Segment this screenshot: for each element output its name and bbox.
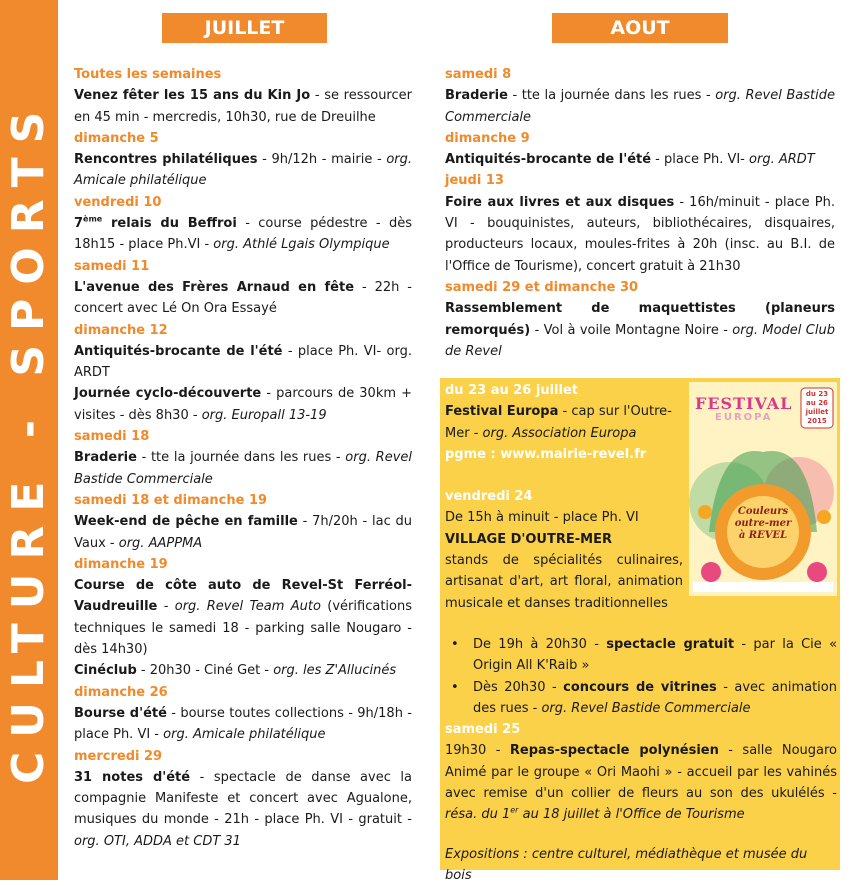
event-repas-polynesien: 19h30 - Repas-spectacle polynésien - salle Nougaro Animé par le groupe « Ori Maohi » - accueil par les vahinés avec remise d'un collier de fleurs au son des ukulélés - résa. du 1er au 18 juillet à l'Office de Tourisme	[445, 743, 837, 823]
expositions: Expositions : centre culturel, médiathèque et musée du bois	[445, 847, 808, 884]
sidebar	[0, 0, 58, 880]
date-dim5: dimanche 5	[74, 130, 159, 146]
event-braderie-juillet: Braderie - tte la journée dans les rues - org. Revel Bastide Commerciale	[74, 450, 412, 487]
date-weekly: Toutes les semaines	[74, 67, 222, 82]
event-kin-jo: Venez fêter les 15 ans du Kin Jo - se ressourcer en 45 min - mercredis, 10h30, rue de Dreuilhe	[74, 88, 412, 125]
event-avenue-arnaud: L'avenue des Frères Arnaud en fête - 22h - concert avec Lé On Ora Essayé	[74, 279, 412, 317]
ven24-time: De 15h à minuit - place Ph. VI	[445, 510, 639, 526]
header-juillet: JUILLET	[162, 13, 327, 43]
date-dim26: dimanche 26	[74, 684, 168, 700]
poster-banner: Couleurs outre-mer à REVEL	[734, 506, 792, 541]
event-philatelie: Rencontres philatéliques - 9h/12h - mairie - org. Amicale philatélique	[74, 152, 413, 189]
juillet-column	[74, 64, 412, 852]
date-sam25: samedi 25	[445, 722, 521, 738]
event-bourse: Bourse d'été - bourse toutes collections - 9h/18h - place Ph. VI - org. Amicale philatélique	[74, 705, 412, 743]
aout-column	[445, 64, 835, 362]
date-dim12: dimanche 12	[74, 322, 168, 338]
bullet-spectacle: • De 19h à 20h30 - spectacle gratuit - par la Cie « Origin All K'Raib »	[445, 634, 837, 677]
festival-title-line: Festival Europa - cap sur l'Outre-Mer - org. Association Europa	[445, 404, 672, 441]
date-sam11: samedi 11	[74, 258, 150, 274]
event-peche: Week-end de pêche en famille - 7h/20h - lac du Vaux - org. AAPPMA	[74, 514, 412, 551]
festival-dates: du 23 au 26 juillet	[445, 383, 578, 398]
date-sam29: samedi 29 et dimanche 30	[445, 279, 639, 295]
festival-details	[445, 634, 837, 826]
date-sam18: samedi 18	[74, 429, 150, 445]
date-sam8: samedi 8	[445, 67, 512, 82]
event-braderie-aout: Braderie - tte la journée dans les rues - org. Revel Bastide Commerciale	[445, 88, 836, 125]
village-desc: stands de spécialités culinaires, artisanat d'art, art floral, animation musicale et danses traditionnelles	[445, 553, 683, 611]
event-relais-beffroi: 7ème relais du Beffroi - course pédestre - dès 18h15 - place Ph.VI - org. Athlé Lgais Olympique	[74, 214, 413, 253]
date-ven10: vendredi 10	[74, 194, 162, 210]
date-sam18-dim19: samedi 18 et dimanche 19	[74, 492, 268, 508]
village-title: VILLAGE D'OUTRE-MER	[445, 531, 612, 547]
festival-poster	[689, 382, 837, 596]
event-course-cote: Course de côte auto de Revel-St Ferréol-Vaudreuille - org. Revel Team Auto (vérifications techniques le samedi 18 - parking salle Nougaro - dès 14h30)	[74, 578, 412, 658]
event-antiquites-aout: Antiquités-brocante de l'été - place Ph. VI- org. ARDT	[445, 152, 815, 168]
event-foire-livres: Foire aux livres et aux disques - 16h/minuit - place Ph. VI - bouquinistes, auteurs, bibliothécaires, disquaires, producteurs locaux, moules-frites à 20h (insc. au B.I. de l'Office de Tourisme), concert gratuit à 21h30	[445, 194, 835, 274]
festival-intro	[445, 380, 683, 614]
date-jeu13: jeudi 13	[445, 173, 504, 189]
event-31-notes: 31 notes d'été - spectacle de danse avec la compagnie Manifeste et concert avec Agualone, musiques du monde - 21h - place Ph. VI - gratuit - org. OTI, ADDA et CDT 31	[74, 769, 412, 849]
sidebar-title: CULTURE - SPORTS	[3, 97, 54, 785]
festival-box	[440, 378, 840, 884]
event-antiquites: Antiquités-brocante de l'été - place Ph. VI- org. ARDT	[74, 343, 412, 381]
poster-word-festival: FESTIVAL	[695, 394, 793, 413]
festival-web: pgme : www.mairie-revel.fr	[445, 446, 647, 462]
date-ven24: vendredi 24	[445, 489, 533, 505]
event-cineclub: Cinéclub - 20h30 - Ciné Get - org. les Z'Allucinés	[74, 663, 397, 679]
event-maquettistes: Rassemblement de maquettistes (planeurs remorqués) - Vol à voile Montagne Noire - org. Model Club de Revel	[445, 301, 835, 359]
date-dim9: dimanche 9	[445, 130, 530, 146]
poster-word-europa: EUROPA	[715, 412, 773, 423]
poster-badge: du 23 au 26 juillet 2015	[805, 390, 829, 425]
header-aout: AOUT	[552, 13, 728, 43]
festival-bullets	[445, 634, 837, 719]
date-mer29: mercredi 29	[74, 748, 163, 764]
event-cyclo: Journée cyclo-découverte - parcours de 30km + visites - dès 8h30 - org. Europall 13-19	[74, 386, 413, 423]
date-dim19: dimanche 19	[74, 556, 168, 572]
bullet-vitrines: • Dès 20h30 - concours de vitrines - avec animation des rues - org. Revel Bastide Commerciale	[445, 677, 837, 720]
